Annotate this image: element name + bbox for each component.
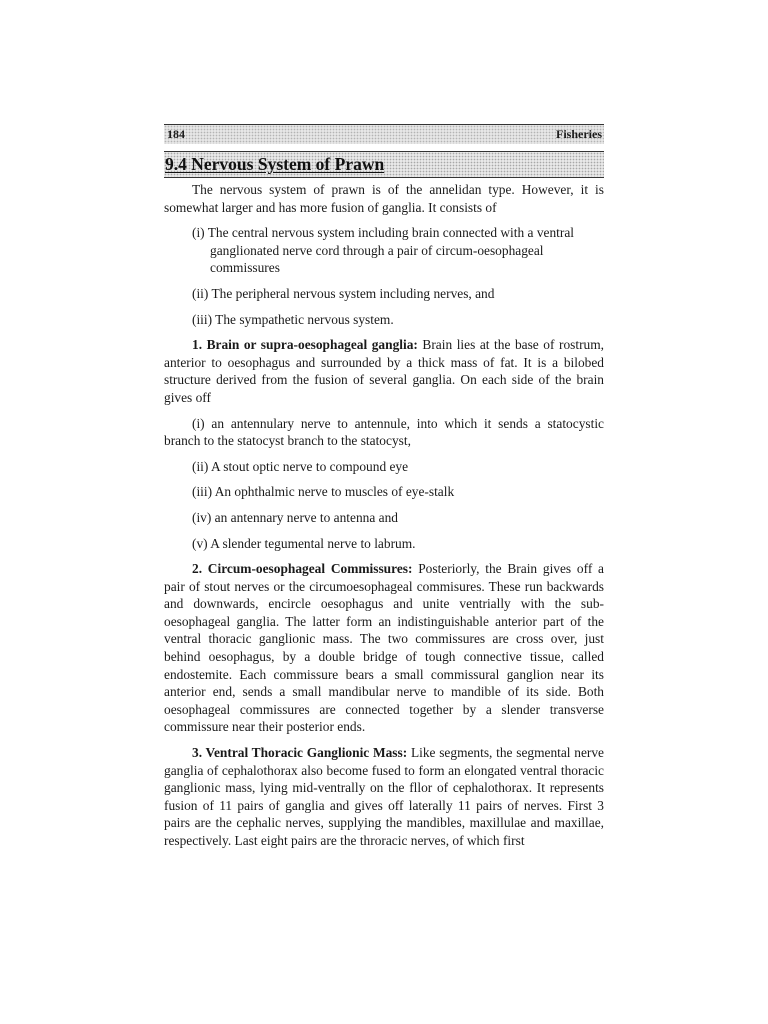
thoracic-paragraph bbox=[164, 744, 604, 850]
system-item-central: (i) The central nervous system including brain connected with a ventral ganglionated nerve cord through a pair of circum-oesophageal commissures bbox=[192, 225, 575, 276]
system-item-peripheral: (ii) The peripheral nervous system including nerves, and bbox=[192, 285, 495, 301]
commissures-text: Posteriorly, the Brain gives off a pair of stout nerves or the circumoesophageal commisures. These run backwards and downwards, encircle oesophagus and unite ventrially with the sub-oesophageal ganglia. The latter form an indistinguishable anterior part of the ventral thoracic ganglionic mass. The two commissures are cross over, just behind oesophagus, by a double bridge of tough connective tissue, called endostemite. Each commissure bears a small commissural ganglion near its anterior end, sends a small mandibular nerve to mandible of its side. Both oesophageal commissures are connected together by a slender transverse commissure near their posterior ends. bbox=[164, 561, 604, 735]
brain-nerve-antennulary: (i) an antennulary nerve to antennule, into which it sends a statocystic branch to the statocyst branch to the statocyst, bbox=[164, 415, 604, 449]
page-number: 184 bbox=[167, 127, 185, 141]
brain-heading: 1. Brain or supra-oesophageal ganglia: bbox=[192, 337, 418, 353]
section-title: 9.4 Nervous System of Prawn bbox=[165, 154, 385, 174]
brain-nerve-ophthalmic: (iii) An ophthalmic nerve to muscles of eye-stalk bbox=[192, 484, 455, 500]
brain-text: Brain lies at the base of rostrum, anterior to oesophagus and surrounded by a thick mass of fat. It is a bilobed structure derived from the fusion of several ganglia. On each side of the brain gives off bbox=[164, 337, 604, 405]
running-header bbox=[164, 124, 604, 144]
brain-nerve-antennary: (iv) an antennary nerve to antenna and bbox=[192, 509, 398, 525]
brain-nerve-optic: (ii) A stout optic nerve to compound eye bbox=[192, 458, 409, 474]
intro-paragraph: The nervous system of prawn is of the annelidan type. However, it is somewhat larger and has more fusion of ganglia. It consists of bbox=[164, 182, 604, 215]
running-title: Fisheries bbox=[556, 127, 602, 141]
thoracic-heading: 3. Ventral Thoracic Ganglionic Mass: bbox=[192, 745, 408, 761]
brain-nerve-tegumental: (v) A slender tegumental nerve to labrum. bbox=[192, 535, 416, 551]
thoracic-text: Like segments, the segmental nerve ganglia of cephalothorax also become fused to form an elongated ventral thoracic ganglionic mass, lying mid-ventrally on the fllor of cephalothorax. It represents fusion of 11 pairs of ganglia and gives off laterally 11 pairs of nerves. First 3 pairs are the cephalic nerves, supplying the mandibles, maxillulae and maxillae, respectively. Last eight pairs are the throracic nerves, of which first bbox=[164, 745, 604, 848]
section-heading-bar bbox=[164, 151, 604, 178]
brain-paragraph bbox=[164, 336, 604, 406]
commissures-paragraph bbox=[164, 560, 604, 736]
book-page bbox=[164, 124, 604, 858]
commissures-heading: 2. Circum-oesophageal Commissures: bbox=[192, 561, 413, 577]
body-text bbox=[164, 181, 604, 850]
system-item-sympathetic: (iii) The sympathetic nervous system. bbox=[192, 311, 394, 327]
